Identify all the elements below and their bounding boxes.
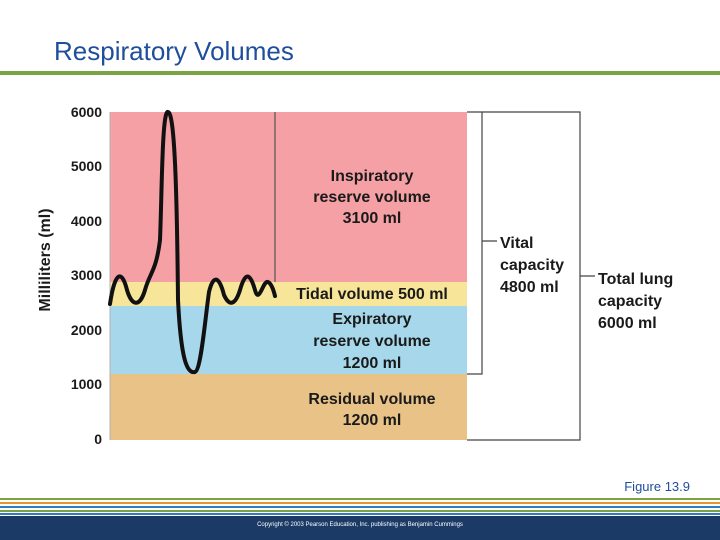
footer-bar (0, 516, 720, 540)
tidal-label: Tidal volume 500 ml (296, 286, 448, 303)
figure-caption: Figure 13.9 (624, 479, 690, 494)
inspiratory-label-1: Inspiratory (330, 168, 414, 185)
expiratory-label-3: 1200 ml (342, 355, 402, 372)
y-tick-label: 1000 (70, 376, 102, 392)
vital-capacity-label-3: 4800 ml (500, 279, 559, 296)
y-tick-label: 3000 (70, 267, 102, 283)
residual-label-2: 1200 ml (342, 412, 402, 429)
total-lung-capacity-label-2: capacity (598, 293, 663, 310)
y-tick-label: 5000 (70, 158, 102, 174)
expiratory-label-1: Expiratory (332, 311, 412, 328)
total-lung-capacity-label-1: Total lung (598, 271, 674, 288)
y-tick-label: 6000 (70, 104, 102, 120)
copyright-notice: Copyright © 2003 Pearson Education, Inc. publishing as Benjamin Cummings (257, 522, 463, 528)
total-lung-capacity-bracket (467, 112, 595, 440)
inspiratory-label-2: reserve volume (313, 189, 431, 206)
total-lung-capacity-label-3: 6000 ml (598, 315, 657, 332)
y-tick-label: 2000 (70, 322, 102, 338)
slide-title: Respiratory Volumes (54, 36, 294, 66)
y-tick-label: 4000 (70, 213, 102, 229)
y-axis-label: Milliliters (ml) (37, 208, 54, 312)
vital-capacity-label-1: Vital (500, 235, 534, 252)
residual-label-1: Residual volume (308, 391, 436, 408)
vital-capacity-label-2: capacity (500, 257, 565, 274)
inspiratory-label-3: 3100 ml (342, 210, 402, 227)
y-tick-label: 0 (94, 431, 102, 447)
expiratory-label-2: reserve volume (313, 333, 431, 350)
footer-stripes (0, 496, 720, 516)
vital-capacity-bracket (467, 112, 497, 374)
